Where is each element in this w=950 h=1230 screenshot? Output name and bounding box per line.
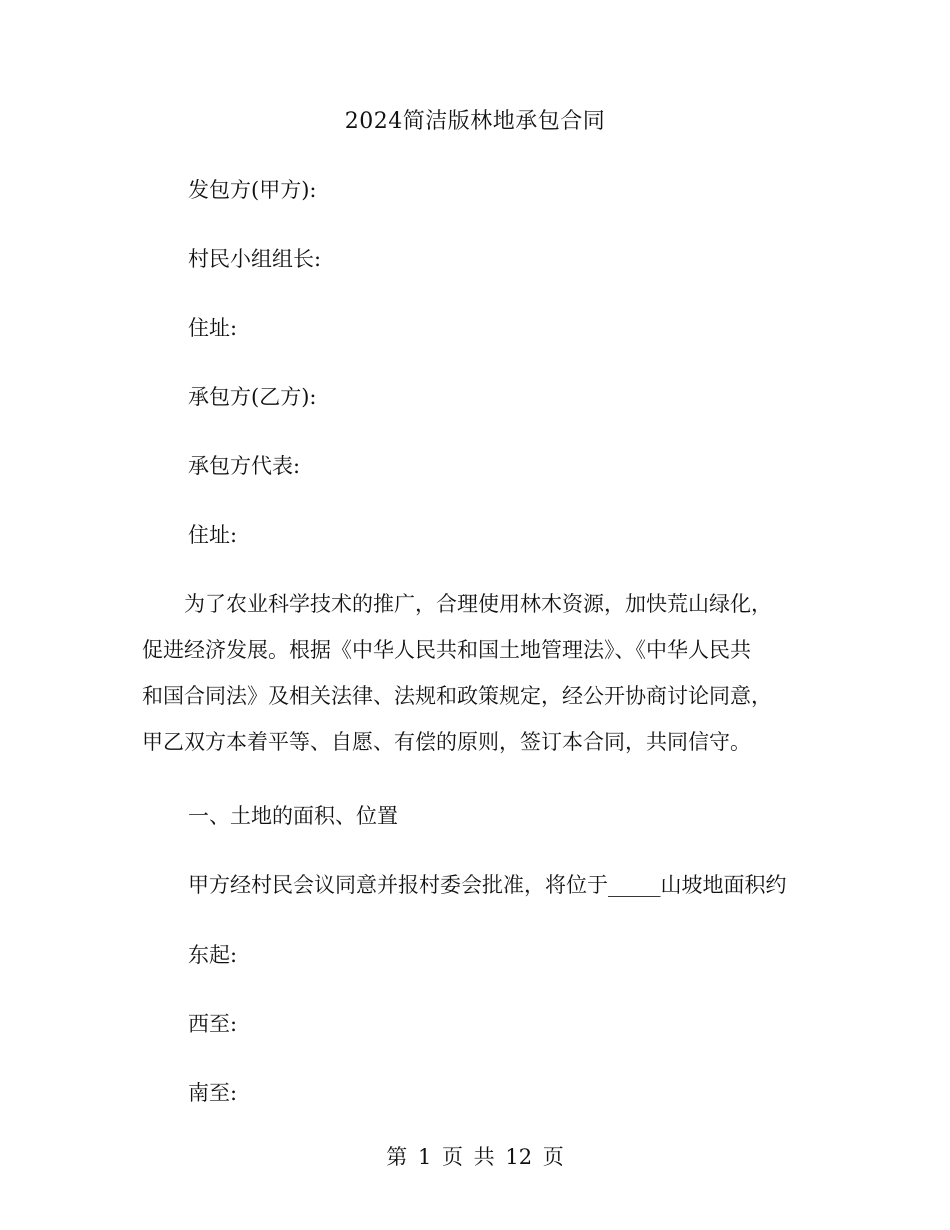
group-leader-label: 村民小组组长:	[188, 247, 322, 271]
boundary-east: 东起:	[188, 943, 238, 967]
page-number: 第 1 页 共 12 页	[386, 1145, 564, 1169]
section-1-text: 甲方经村民会议同意并报村委会批准，将位于_____山坡地面积约	[188, 873, 787, 897]
party-b-address-label: 住址:	[188, 523, 238, 547]
boundary-south: 南至:	[188, 1081, 238, 1105]
preamble-line: 为了农业科学技术的推广，合理使用林木资源，加快荒山绿化，	[142, 592, 772, 616]
preamble-paragraph	[142, 589, 812, 773]
party-b-label: 承包方(乙方):	[188, 385, 317, 409]
party-a-label: 发包方(甲方):	[188, 178, 317, 202]
document-title: 2024简洁版林地承包合同	[344, 109, 606, 134]
section-1-heading: 一、土地的面积、位置	[188, 804, 398, 828]
boundary-west: 西至:	[188, 1012, 238, 1036]
preamble-line: 和国合同法》及相关法律、法规和政策规定，经公开协商讨论同意，	[142, 684, 772, 708]
preamble-line: 促进经济发展。根据《中华人民共和国土地管理法》、《中华人民共	[142, 638, 751, 662]
party-a-address-label: 住址:	[188, 316, 238, 340]
preamble-line: 甲乙双方本着平等、自愿、有偿的原则，签订本合同，共同信守。	[142, 730, 751, 754]
party-b-representative-label: 承包方代表:	[188, 454, 301, 478]
